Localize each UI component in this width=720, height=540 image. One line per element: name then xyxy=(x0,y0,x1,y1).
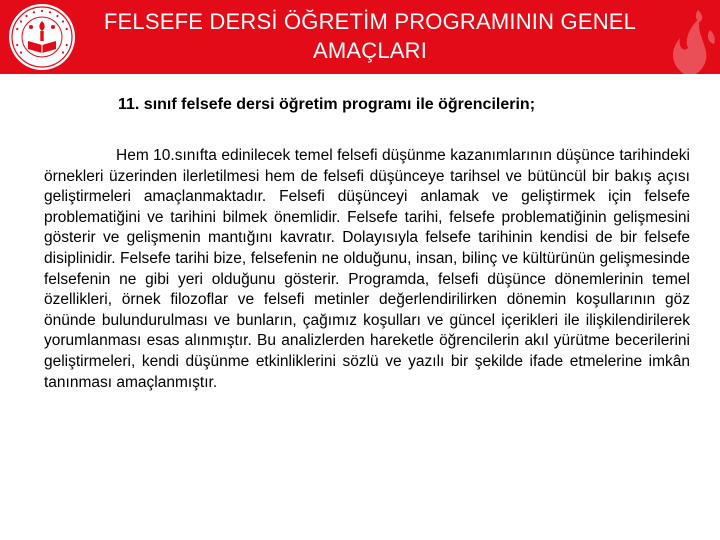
flame-watermark-icon xyxy=(640,0,720,74)
page-title: FELSEFE DERSİ ÖĞRETİM PROGRAMININ GENEL AMAÇLARI xyxy=(103,9,637,63)
section-subtitle: 11. sınıf felsefe dersi öğretim programı ile öğrencilerin; xyxy=(118,96,536,113)
meb-emblem-icon xyxy=(8,3,76,71)
title-bar xyxy=(0,0,720,74)
body-paragraph: Hem 10.sınıfta edinilecek temel felsefi düşünme kazanımlarının düşünce tarihindeki örnekleri üzerinden ilerletilmesi hem de felsefi düşünceye tarihsel ve bütüncül bir bakış açısı geliştirmeleri amaçlanmaktadır. Felsefi düşünceyi anlamak ve geliştirmek için felsefe problematiğini ve tarihini bilmek önemlidir. Felsefe tarihi, felsefe problematiğinin gelişmesini gösterir ve gelişmenin mantığını kavratır. Dolayısıyla felsefe tarihinin kendisi de bir felsefe disiplinidir. Felsefe tarihi bize, felsefenin ne olduğunu, insan, bilinç ve kültürünün gelişmesinde felsefenin ne gibi yeri olduğunu gösterir. Programda, felsefi düşünce dönemlerinin temel özellikleri, örnek filozoflar ve felsefi metinler değerlendirilirken dönemin koşullarının göz önünde bulundurulması ve bunların, çağımız koşulları ve güncel içerikleri ile ilişkilendirilerek yorumlanması esas alınmıştır. Bu analizlerden hareketle öğrencilerin akıl yürütme becerilerini geliştirmeleri, kendi düşünme etkinliklerini sözlü ve yazılı bir şekilde ifade etmelerine imkân tanınması amaçlanmıştır. xyxy=(44,147,690,391)
